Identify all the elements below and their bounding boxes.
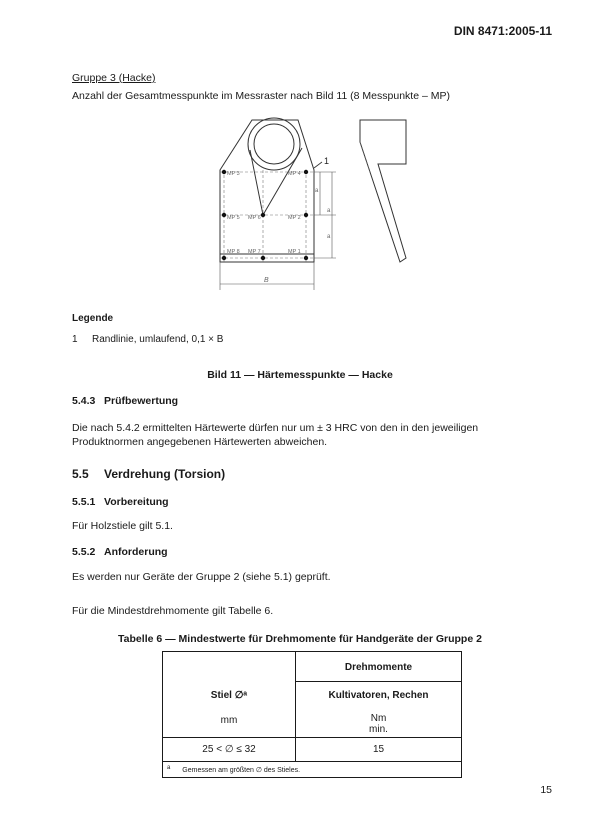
mp-point	[304, 213, 308, 217]
section-5-5-2-body-2: Für die Mindestdrehmomente gilt Tabelle 6.	[72, 605, 274, 617]
hoe-eye-outer	[248, 118, 300, 170]
mp-point	[222, 170, 226, 174]
section-number: 5.5.1	[72, 496, 96, 508]
mp-label: MP 2	[288, 215, 301, 221]
torque-unit-min: min.	[369, 723, 388, 735]
torque-subheader: Kultivatoren, Rechen	[328, 689, 429, 701]
stem-unit: mm	[220, 714, 238, 726]
table-footnote	[163, 762, 462, 778]
group-title: Gruppe 3 (Hacke)	[72, 72, 156, 84]
dim-side-top: a	[315, 188, 319, 194]
torque-header: Drehmomente	[296, 655, 461, 682]
callout-1: 1	[324, 156, 330, 166]
section-5-5-1-body: Für Holzstiele gilt 5.1.	[72, 520, 173, 532]
page-number: 15	[540, 784, 552, 796]
legend-item-text: Randlinie, umlaufend, 0,1 × B	[92, 334, 224, 345]
mp-label: MP 6	[248, 215, 261, 221]
stem-header: Stiel ∅ᵃ	[210, 689, 248, 701]
legend-item-number: 1	[72, 334, 78, 345]
table-6-caption: Tabelle 6 — Mindestwerte für Drehmomente für Handgeräte der Gruppe 2	[118, 633, 482, 645]
footnote-mark: a	[167, 765, 171, 771]
footnote-text: Gemessen am größten ∅ des Stieles.	[182, 767, 301, 775]
mp-point	[304, 170, 308, 174]
section-number: 5.4.3	[72, 395, 96, 407]
hoe-wedge	[250, 148, 302, 215]
table-header-stem	[163, 652, 296, 738]
dim-side-bottom: a	[327, 234, 331, 240]
mp-point	[222, 213, 226, 217]
table-cell-stem-range: 25 < ∅ ≤ 32	[163, 738, 296, 762]
mp-label: MP 4	[288, 171, 301, 177]
document-id: DIN 8471:2005-11	[453, 24, 552, 38]
mp-point	[222, 256, 226, 260]
section-5-5-heading	[72, 467, 226, 481]
section-title: Vorbereitung	[104, 496, 169, 508]
table-cell-torque-value: 15	[296, 738, 462, 762]
section-number: 5.5	[72, 467, 89, 481]
section-5-5-2-heading	[72, 546, 168, 558]
section-title: Verdrehung (Torsion)	[104, 467, 226, 481]
section-5-4-3-heading	[72, 395, 179, 407]
dim-b: B	[264, 277, 269, 284]
dim-side-mid: a	[327, 208, 331, 214]
section-5-5-2-body: Es werden nur Geräte der Gruppe 2 (siehe 5.1) geprüft.	[72, 571, 331, 583]
mp-point	[261, 256, 265, 260]
section-title: Anforderung	[104, 546, 168, 558]
mp-label: MP 8	[227, 249, 240, 255]
section-5-4-3-body: Die nach 5.4.2 ermittelten Härtewerte dürfen nur um ± 3 HRC von den in den jeweiligen Produktnormen angegebenen Härtewerten abweichen.	[72, 422, 479, 448]
measurement-count-text: Anzahl der Gesamtmesspunkte im Messraster nach Bild 11 (8 Messpunkte – MP)	[72, 90, 450, 102]
torque-unit: Nm	[370, 712, 387, 724]
figure-caption: Bild 11 — Härtemesspunkte — Hacke	[207, 369, 393, 381]
section-title: Prüfbewertung	[104, 395, 179, 407]
mp-label: MP 7	[248, 249, 261, 255]
legend-title: Legende	[72, 313, 114, 324]
mp-label: MP 3	[227, 171, 240, 177]
hoe-eye-inner	[254, 124, 294, 164]
torque-table	[162, 651, 462, 778]
table-header-torque	[296, 652, 462, 738]
section-number: 5.5.2	[72, 546, 96, 558]
mp-point	[261, 213, 265, 217]
mp-point	[304, 256, 308, 260]
mp-label: MP 1	[288, 249, 301, 255]
mp-label: MP 5	[227, 215, 240, 221]
section-5-5-1-heading	[72, 496, 169, 508]
hoe-hardness-figure	[210, 112, 420, 294]
hoe-side-view	[360, 120, 406, 262]
